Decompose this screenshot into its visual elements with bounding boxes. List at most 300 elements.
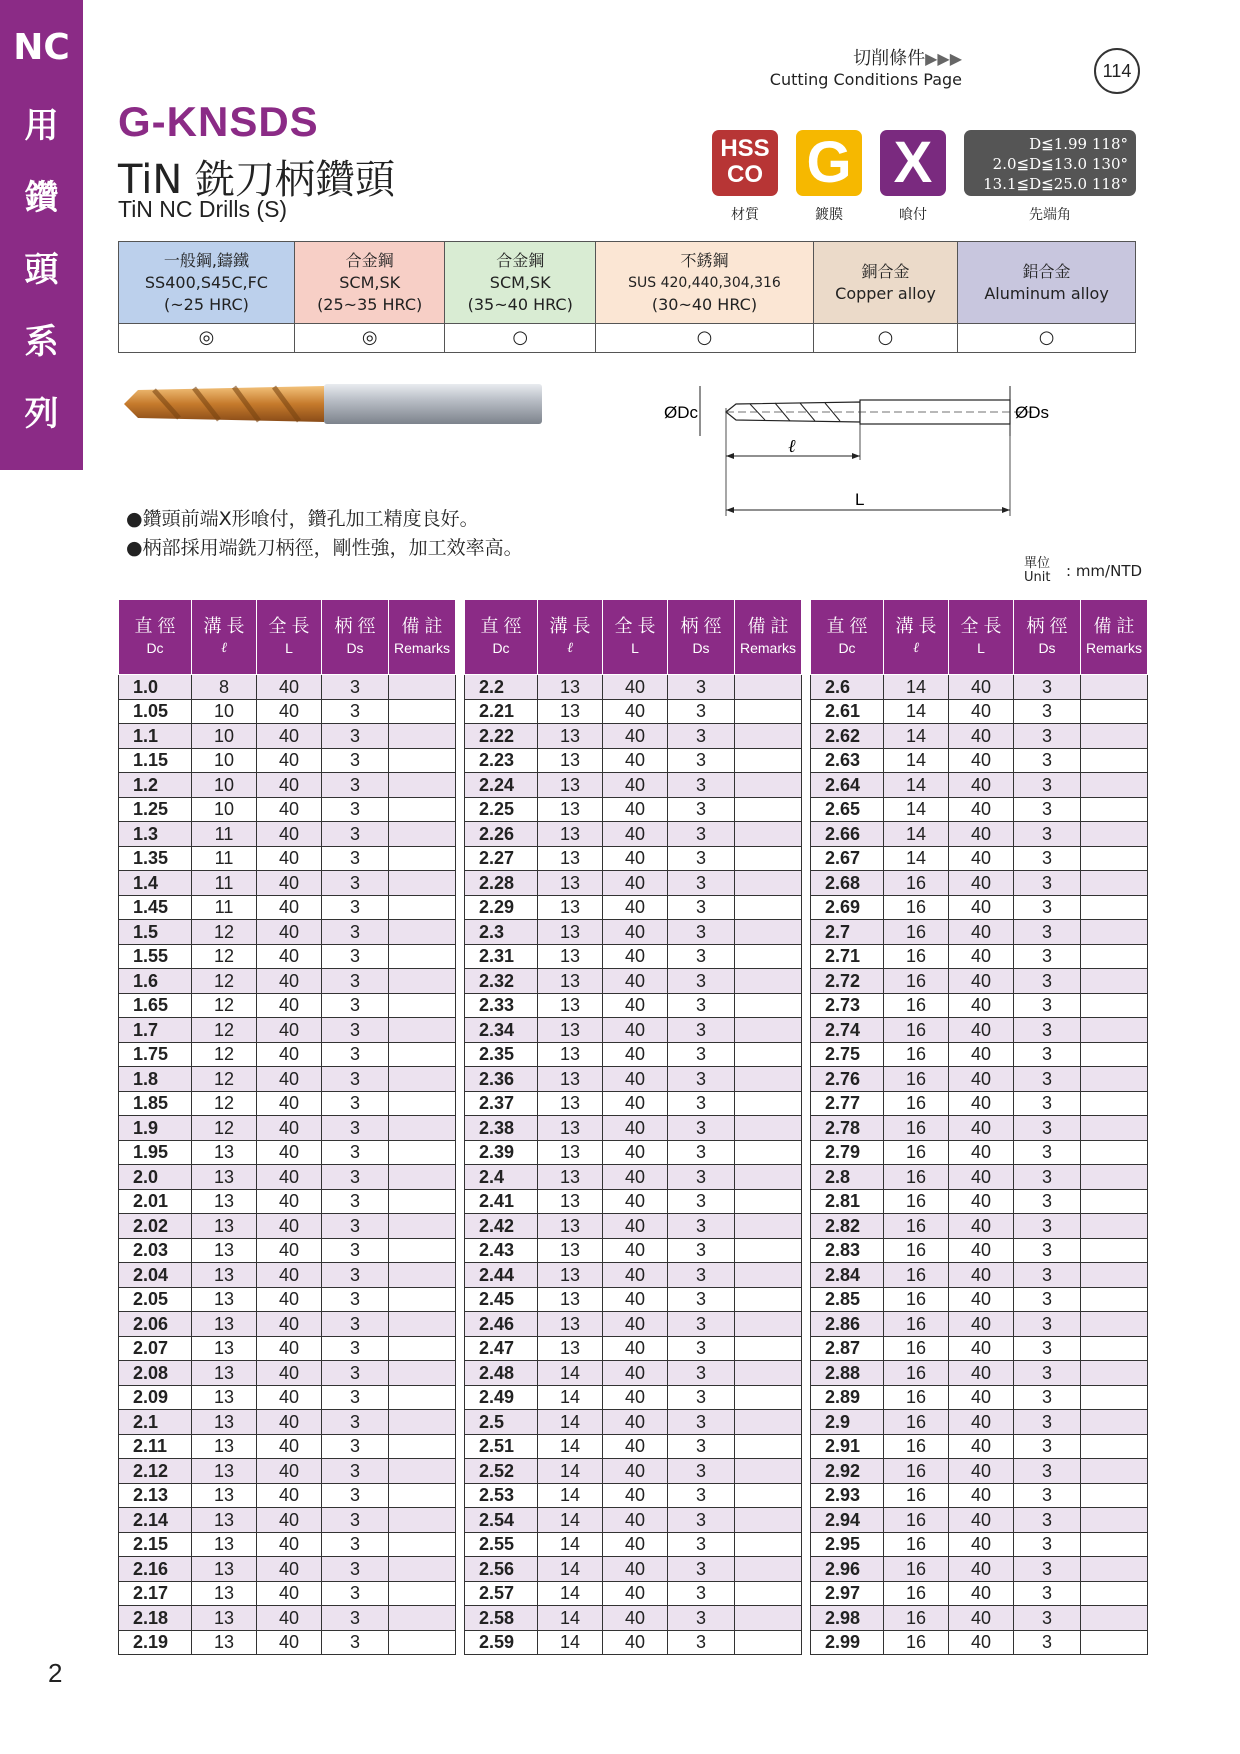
co-text: CO [727, 161, 763, 188]
flute-length-cell: 16 [884, 1165, 949, 1190]
table-row [811, 944, 1148, 969]
shank-dia-cell: 3 [322, 748, 389, 773]
overall-length-cell: 40 [257, 699, 322, 724]
flute-length-cell: 11 [192, 895, 257, 920]
flute-length-cell: 13 [538, 1165, 603, 1190]
dc-cell: 2.99 [811, 1630, 884, 1655]
dc-cell: 2.38 [465, 1116, 538, 1141]
flute-length-cell: 10 [192, 748, 257, 773]
shank-dia-cell: 3 [1014, 1434, 1081, 1459]
remarks-cell [389, 1361, 456, 1386]
hss-text: HSS [720, 135, 770, 162]
table-row [119, 1238, 456, 1263]
remarks-cell [1081, 1385, 1148, 1410]
table-row [465, 846, 802, 871]
flute-length-cell: 16 [884, 1116, 949, 1141]
table-row [119, 1189, 456, 1214]
remarks-cell [735, 1238, 802, 1263]
dc-cell: 2.1 [119, 1410, 192, 1435]
table-row [811, 871, 1148, 896]
remarks-cell [1081, 1410, 1148, 1435]
dc-cell: 2.98 [811, 1606, 884, 1631]
flute-length-cell: 14 [538, 1410, 603, 1435]
overall-length-cell: 40 [603, 1336, 668, 1361]
product-code: G-KNSDS [118, 98, 319, 145]
badge-label-angle: 先端角 [1029, 207, 1071, 223]
flute-length-cell: 16 [884, 895, 949, 920]
sidebar-char: 用 [24, 106, 59, 146]
dc-cell: 1.25 [119, 797, 192, 822]
table-row [811, 1532, 1148, 1557]
shank-dia-cell: 3 [668, 1312, 735, 1337]
shank-dia-cell: 3 [322, 1459, 389, 1484]
flute-length-cell: 13 [192, 1336, 257, 1361]
remarks-cell [735, 1581, 802, 1606]
material-cell: 合金鋼 SCM,SK (35~40 HRC) [445, 242, 596, 324]
overall-length-cell: 40 [603, 920, 668, 945]
dc-cell: 2.09 [119, 1385, 192, 1410]
remarks-cell [1081, 1483, 1148, 1508]
shank-dia-cell: 3 [1014, 1630, 1081, 1655]
dim-flute-length-label: ℓ [788, 436, 796, 457]
flute-length-cell: 13 [538, 1067, 603, 1092]
point-badge-x: X [880, 130, 946, 196]
flute-length-cell: 16 [884, 1287, 949, 1312]
dc-cell: 2.17 [119, 1581, 192, 1606]
remarks-cell [389, 675, 456, 700]
remarks-cell [735, 1287, 802, 1312]
table-row [811, 1312, 1148, 1337]
dc-cell: 2.29 [465, 895, 538, 920]
dc-cell: 2.55 [465, 1532, 538, 1557]
overall-length-cell: 40 [603, 797, 668, 822]
flute-length-cell: 13 [538, 1091, 603, 1116]
suitability-symbol: ○ [958, 324, 1136, 353]
shank-dia-cell: 3 [1014, 993, 1081, 1018]
flute-length-cell: 13 [192, 1581, 257, 1606]
table-row [811, 797, 1148, 822]
shank-dia-cell: 3 [668, 1630, 735, 1655]
table-row [119, 1532, 456, 1557]
flute-length-cell: 13 [538, 1018, 603, 1043]
overall-length-cell: 40 [949, 1140, 1014, 1165]
flute-length-cell: 16 [884, 1410, 949, 1435]
shank-dia-cell: 3 [668, 1214, 735, 1239]
remarks-cell [389, 871, 456, 896]
shank-dia-cell: 3 [322, 1606, 389, 1631]
shank-dia-cell: 3 [322, 1581, 389, 1606]
table-row [119, 724, 456, 749]
dc-cell: 2.52 [465, 1459, 538, 1484]
flute-length-cell: 16 [884, 944, 949, 969]
sidebar-series-label [0, 0, 83, 470]
remarks-cell [389, 1091, 456, 1116]
column-header: 直 徑 Dc [811, 600, 884, 675]
table-row [811, 1189, 1148, 1214]
flute-length-cell: 13 [538, 1042, 603, 1067]
table-row [119, 1385, 456, 1410]
shank-dia-cell: 3 [668, 1091, 735, 1116]
flute-length-cell: 11 [192, 822, 257, 847]
dc-cell: 2.44 [465, 1263, 538, 1288]
remarks-cell [1081, 1630, 1148, 1655]
dimension-table-2 [464, 599, 802, 1655]
flute-length-cell: 13 [538, 1214, 603, 1239]
remarks-cell [389, 1189, 456, 1214]
overall-length-cell: 40 [603, 1508, 668, 1533]
flute-length-cell: 16 [884, 1361, 949, 1386]
dc-cell: 2.35 [465, 1042, 538, 1067]
suitability-symbol: ◎ [119, 324, 295, 353]
overall-length-cell: 40 [603, 1459, 668, 1484]
flute-length-cell: 13 [538, 846, 603, 871]
dc-cell: 1.15 [119, 748, 192, 773]
flute-length-cell: 14 [538, 1557, 603, 1582]
flute-length-cell: 16 [884, 1606, 949, 1631]
dc-cell: 1.35 [119, 846, 192, 871]
overall-length-cell: 40 [257, 1189, 322, 1214]
reference-page-number[interactable]: 114 [1094, 48, 1140, 94]
table-row [811, 1067, 1148, 1092]
remarks-cell [735, 1189, 802, 1214]
dc-cell: 2.11 [119, 1434, 192, 1459]
shank-dia-cell: 3 [1014, 1532, 1081, 1557]
remarks-cell [389, 1238, 456, 1263]
column-header: 全 長 L [603, 600, 668, 675]
table-row [119, 1508, 456, 1533]
table-row [465, 675, 802, 700]
overall-length-cell: 40 [603, 1067, 668, 1092]
remarks-cell [389, 920, 456, 945]
shank-dia-cell: 3 [668, 675, 735, 700]
flute-length-cell: 13 [192, 1140, 257, 1165]
dc-cell: 2.81 [811, 1189, 884, 1214]
table-row [811, 993, 1148, 1018]
shank-dia-cell: 3 [322, 1263, 389, 1288]
table-row [119, 773, 456, 798]
remarks-cell [1081, 1067, 1148, 1092]
unit-label [1024, 556, 1143, 585]
shank-dia-cell: 3 [668, 1140, 735, 1165]
shank-dia-cell: 3 [322, 822, 389, 847]
dc-cell: 2.58 [465, 1606, 538, 1631]
flute-length-cell: 14 [538, 1508, 603, 1533]
remarks-cell [389, 699, 456, 724]
remarks-cell [735, 944, 802, 969]
table-row [119, 748, 456, 773]
dc-cell: 2.64 [811, 773, 884, 798]
overall-length-cell: 40 [603, 1630, 668, 1655]
remarks-cell [735, 1165, 802, 1190]
sidebar-char: 列 [24, 394, 59, 434]
table-row [465, 1189, 802, 1214]
flute-length-cell: 14 [538, 1630, 603, 1655]
shank-dia-cell: 3 [1014, 1508, 1081, 1533]
shank-dia-cell: 3 [1014, 1581, 1081, 1606]
table-row [119, 920, 456, 945]
flute-length-cell: 13 [538, 822, 603, 847]
material-cell: 銅合金 Copper alloy [813, 242, 957, 324]
remarks-cell [389, 846, 456, 871]
dc-cell: 2.9 [811, 1410, 884, 1435]
shank-dia-cell: 3 [322, 1312, 389, 1337]
table-row [465, 1116, 802, 1141]
dc-cell: 2.51 [465, 1434, 538, 1459]
overall-length-cell: 40 [603, 1557, 668, 1582]
overall-length-cell: 40 [603, 1214, 668, 1239]
flute-length-cell: 12 [192, 1091, 257, 1116]
flute-length-cell: 14 [538, 1434, 603, 1459]
flute-length-cell: 16 [884, 1140, 949, 1165]
flute-length-cell: 16 [884, 1385, 949, 1410]
dc-cell: 1.7 [119, 1018, 192, 1043]
flute-length-cell: 16 [884, 1532, 949, 1557]
remarks-cell [389, 822, 456, 847]
table-row [811, 920, 1148, 945]
product-title-en: TiN NC Drills (S) [118, 196, 288, 222]
remarks-cell [1081, 822, 1148, 847]
overall-length-cell: 40 [949, 1263, 1014, 1288]
table-row [465, 969, 802, 994]
remarks-cell [735, 1459, 802, 1484]
overall-length-cell: 40 [603, 1434, 668, 1459]
overall-length-cell: 40 [603, 1116, 668, 1141]
flute-length-cell: 14 [538, 1385, 603, 1410]
shank-dia-cell: 3 [668, 1410, 735, 1435]
dc-cell: 2.27 [465, 846, 538, 871]
remarks-cell [389, 1385, 456, 1410]
remarks-cell [1081, 1606, 1148, 1631]
overall-length-cell: 40 [603, 1385, 668, 1410]
flute-length-cell: 14 [884, 822, 949, 847]
flute-length-cell: 16 [884, 1067, 949, 1092]
flute-length-cell: 14 [884, 846, 949, 871]
overall-length-cell: 40 [949, 1238, 1014, 1263]
flute-length-cell: 14 [884, 773, 949, 798]
overall-length-cell: 40 [257, 895, 322, 920]
dc-cell: 2.16 [119, 1557, 192, 1582]
remarks-cell [735, 1214, 802, 1239]
flute-length-cell: 13 [192, 1606, 257, 1631]
overall-length-cell: 40 [603, 1238, 668, 1263]
overall-length-cell: 40 [949, 1067, 1014, 1092]
table-row [465, 822, 802, 847]
table-row [811, 773, 1148, 798]
overall-length-cell: 40 [257, 1385, 322, 1410]
table-row [119, 1434, 456, 1459]
overall-length-cell: 40 [603, 1263, 668, 1288]
dc-cell: 2.57 [465, 1581, 538, 1606]
table-row [465, 1459, 802, 1484]
table-row [465, 1606, 802, 1631]
dc-cell: 2.74 [811, 1018, 884, 1043]
drill-dimension-diagram [660, 378, 1080, 518]
overall-length-cell: 40 [603, 724, 668, 749]
column-header: 直 徑 Dc [465, 600, 538, 675]
flute-length-cell: 13 [538, 1287, 603, 1312]
table-row [119, 895, 456, 920]
overall-length-cell: 40 [257, 1116, 322, 1141]
shank-dia-cell: 3 [668, 993, 735, 1018]
angle-line: D≦1.99 118° [1029, 135, 1128, 153]
remarks-cell [1081, 699, 1148, 724]
overall-length-cell: 40 [603, 1581, 668, 1606]
dc-cell: 2.03 [119, 1238, 192, 1263]
overall-length-cell: 40 [949, 871, 1014, 896]
dc-cell: 2.8 [811, 1165, 884, 1190]
table-row [465, 1630, 802, 1655]
flute-length-cell: 16 [884, 1508, 949, 1533]
remarks-cell [1081, 1165, 1148, 1190]
remarks-cell [735, 724, 802, 749]
remarks-cell [735, 1140, 802, 1165]
overall-length-cell: 40 [257, 748, 322, 773]
flute-length-cell: 16 [884, 920, 949, 945]
overall-length-cell: 40 [949, 1483, 1014, 1508]
dimension-table-3 [810, 599, 1148, 1655]
shank-dia-cell: 3 [668, 920, 735, 945]
table-row [465, 920, 802, 945]
shank-dia-cell: 3 [668, 1508, 735, 1533]
dc-cell: 2.06 [119, 1312, 192, 1337]
remarks-cell [389, 773, 456, 798]
table-row [465, 1238, 802, 1263]
overall-length-cell: 40 [949, 1557, 1014, 1582]
dc-cell: 2.05 [119, 1287, 192, 1312]
overall-length-cell: 40 [949, 1312, 1014, 1337]
table-row [465, 748, 802, 773]
table-row [465, 1557, 802, 1582]
dc-cell: 2.88 [811, 1361, 884, 1386]
remarks-cell [735, 1312, 802, 1337]
material-cell: 一般鋼,鑄鐵 SS400,S45C,FC (~25 HRC) [119, 242, 295, 324]
dim-dc-label: ØDc [664, 403, 698, 422]
shank-dia-cell: 3 [322, 1189, 389, 1214]
table-row [119, 1214, 456, 1239]
flute-length-cell: 13 [538, 920, 603, 945]
overall-length-cell: 40 [603, 1410, 668, 1435]
dc-cell: 2.15 [119, 1532, 192, 1557]
overall-length-cell: 40 [603, 846, 668, 871]
overall-length-cell: 40 [603, 871, 668, 896]
remarks-cell [735, 1116, 802, 1141]
table-row [811, 1361, 1148, 1386]
dc-cell: 2.42 [465, 1214, 538, 1239]
shank-dia-cell: 3 [668, 1557, 735, 1582]
shank-dia-cell: 3 [668, 1018, 735, 1043]
flute-length-cell: 13 [538, 1263, 603, 1288]
shank-dia-cell: 3 [1014, 1067, 1081, 1092]
remarks-cell [389, 1067, 456, 1092]
dc-cell: 2.33 [465, 993, 538, 1018]
table-row [811, 1459, 1148, 1484]
table-row [465, 1410, 802, 1435]
overall-length-cell: 40 [603, 1165, 668, 1190]
overall-length-cell: 40 [949, 993, 1014, 1018]
table-row [811, 1287, 1148, 1312]
dc-cell: 2.45 [465, 1287, 538, 1312]
overall-length-cell: 40 [257, 1165, 322, 1190]
sidebar-char: 系 [24, 322, 59, 362]
suitability-symbol: ◎ [294, 324, 445, 353]
flute-length-cell: 14 [884, 699, 949, 724]
flute-length-cell: 13 [192, 1508, 257, 1533]
flute-length-cell: 16 [884, 1018, 949, 1043]
remarks-cell [1081, 724, 1148, 749]
dc-cell: 2.78 [811, 1116, 884, 1141]
table-row [465, 1434, 802, 1459]
flute-length-cell: 14 [884, 797, 949, 822]
remarks-cell [735, 1410, 802, 1435]
flute-length-cell: 12 [192, 1042, 257, 1067]
flute-length-cell: 16 [884, 1312, 949, 1337]
overall-length-cell: 40 [257, 1018, 322, 1043]
dc-cell: 2.94 [811, 1508, 884, 1533]
cutting-conditions-link[interactable] [770, 48, 962, 90]
remarks-cell [389, 1630, 456, 1655]
flute-length-cell: 16 [884, 1214, 949, 1239]
dc-cell: 2.86 [811, 1312, 884, 1337]
flute-length-cell: 13 [192, 1287, 257, 1312]
table-row [465, 871, 802, 896]
remarks-cell [735, 1067, 802, 1092]
shank-dia-cell: 3 [1014, 1165, 1081, 1190]
remarks-cell [389, 1581, 456, 1606]
table-row [119, 1140, 456, 1165]
remarks-cell [1081, 1116, 1148, 1141]
overall-length-cell: 40 [949, 1630, 1014, 1655]
flute-length-cell: 16 [884, 1042, 949, 1067]
shank-dia-cell: 3 [668, 1238, 735, 1263]
flute-length-cell: 16 [884, 1263, 949, 1288]
table-row [119, 1557, 456, 1582]
flute-length-cell: 13 [538, 993, 603, 1018]
table-row [119, 969, 456, 994]
table-row [465, 993, 802, 1018]
material-suitability-table [118, 241, 1136, 353]
table-row [811, 1483, 1148, 1508]
overall-length-cell: 40 [603, 822, 668, 847]
remarks-cell [389, 1042, 456, 1067]
remarks-cell [735, 1483, 802, 1508]
dc-cell: 2.25 [465, 797, 538, 822]
flute-length-cell: 16 [884, 871, 949, 896]
table-row [811, 1165, 1148, 1190]
shank-dia-cell: 3 [1014, 773, 1081, 798]
shank-dia-cell: 3 [322, 1140, 389, 1165]
remarks-cell [389, 895, 456, 920]
flute-length-cell: 16 [884, 1630, 949, 1655]
table-row [811, 1385, 1148, 1410]
dc-cell: 2.3 [465, 920, 538, 945]
table-row [465, 1483, 802, 1508]
table-row [811, 1238, 1148, 1263]
dc-cell: 2.96 [811, 1557, 884, 1582]
shank-dia-cell: 3 [668, 1165, 735, 1190]
shank-dia-cell: 3 [1014, 1361, 1081, 1386]
shank-dia-cell: 3 [668, 895, 735, 920]
dc-cell: 2.41 [465, 1189, 538, 1214]
table-row [811, 699, 1148, 724]
table-row [811, 748, 1148, 773]
dc-cell: 2.82 [811, 1214, 884, 1239]
table-row [119, 1483, 456, 1508]
dc-cell: 2.95 [811, 1532, 884, 1557]
flute-length-cell: 13 [192, 1410, 257, 1435]
shank-dia-cell: 3 [322, 1165, 389, 1190]
overall-length-cell: 40 [603, 1361, 668, 1386]
overall-length-cell: 40 [603, 1018, 668, 1043]
